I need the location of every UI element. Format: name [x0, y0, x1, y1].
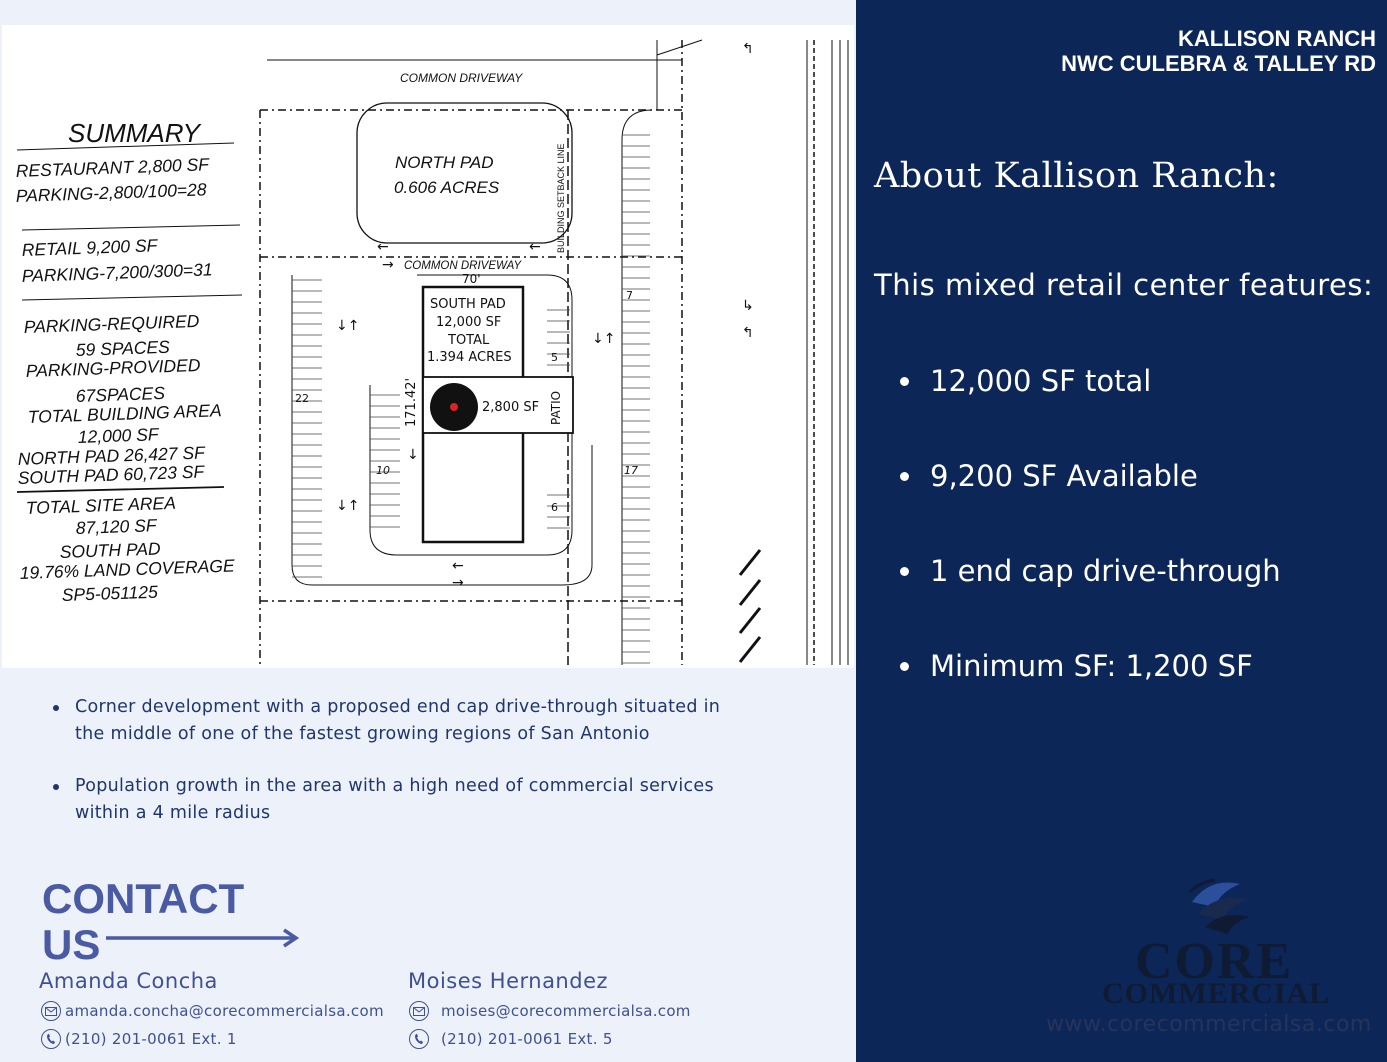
north-pad-label: NORTH PAD	[395, 153, 494, 172]
restaurant-sf: 2,800 SF	[482, 400, 540, 415]
bullet-icon	[900, 567, 909, 576]
summary-line: PARKING-PROVIDED	[25, 354, 201, 381]
svg-text:↰: ↰	[742, 41, 754, 57]
highlight-item	[50, 773, 755, 827]
bullet-icon	[900, 662, 909, 671]
feature-item	[900, 548, 1281, 643]
stall-count-7: 7	[626, 289, 633, 302]
logo-word-core: CORE	[1135, 933, 1294, 990]
bullet-icon	[53, 705, 59, 711]
north-pad-acres: 0.606 ACRES	[394, 178, 500, 197]
svg-text:↓↑: ↓↑	[336, 498, 360, 514]
summary-line: SOUTH PAD	[59, 538, 161, 562]
svg-text:←: ←	[529, 239, 541, 255]
width-label: 70'	[462, 272, 481, 286]
property-location: NWC CULEBRA & TALLEY RD	[1061, 51, 1376, 76]
arrow-right-icon	[106, 928, 301, 948]
highlight-text: Corner development with a proposed end cap drive-through situated in the middle of one of the fastest growing regions of San Antonio	[75, 697, 721, 744]
summary-line: 59 SPACES	[75, 336, 171, 360]
stall-count-6: 6	[551, 501, 558, 514]
email-icon	[409, 1001, 429, 1021]
agent-phone-row-2[interactable]	[409, 1029, 613, 1049]
setback-label: BUILDING SETBACK LINE	[556, 143, 566, 253]
feature-item	[900, 643, 1281, 738]
property-title	[1061, 26, 1376, 76]
south-pad-acres: 1.394 ACRES	[427, 350, 512, 365]
feature-text: 9,200 SF Available	[930, 459, 1198, 493]
feature-text: 1 end cap drive-through	[930, 554, 1281, 588]
svg-text:↰: ↰	[742, 325, 754, 341]
agent-name-2: Moises Hernandez	[408, 969, 609, 993]
summary-line: 19.76% LAND COVERAGE	[19, 555, 235, 583]
agent-email-2[interactable]: moises@corecommercialsa.com	[441, 1002, 691, 1020]
agent-email-row-1[interactable]	[41, 1001, 384, 1021]
bullet-icon	[900, 377, 909, 386]
bullet-icon	[53, 784, 59, 790]
about-intro: This mixed retail center features:	[874, 268, 1374, 302]
phone-icon	[41, 1029, 61, 1049]
summary-line: 12,000 SF	[77, 424, 159, 447]
feature-text: Minimum SF: 1,200 SF	[930, 649, 1253, 683]
summary-line: PARKING-7,200/300=31	[21, 259, 213, 286]
agent-phone-row-1[interactable]	[41, 1029, 237, 1049]
summary-line: SOUTH PAD 60,723 SF	[17, 461, 205, 488]
svg-text:←: ←	[377, 239, 389, 255]
feature-text: 12,000 SF total	[930, 364, 1152, 398]
south-pad-total: TOTAL	[448, 333, 490, 348]
agent-email-1[interactable]: amanda.concha@corecommercialsa.com	[65, 1002, 384, 1020]
site-plan-drawing	[2, 25, 854, 668]
phone-icon	[409, 1029, 429, 1049]
agent-name-1: Amanda Concha	[39, 969, 218, 993]
highlight-item	[50, 694, 755, 748]
company-logo	[1040, 870, 1387, 1050]
summary-line: TOTAL SITE AREA	[25, 492, 177, 518]
svg-text:↓↑: ↓↑	[592, 331, 616, 347]
summary-line: TOTAL BUILDING AREA	[27, 400, 222, 427]
common-driveway-top: COMMON DRIVEWAY	[400, 71, 523, 85]
feature-item	[900, 358, 1281, 453]
svg-text:↳: ↳	[742, 298, 754, 314]
email-icon	[41, 1001, 61, 1021]
svg-text:→: →	[382, 257, 394, 273]
highlights-list	[50, 694, 755, 852]
about-heading: About Kallison Ranch:	[874, 156, 1279, 196]
summary-line: 67SPACES	[75, 382, 166, 406]
summary-title: SUMMARY	[68, 118, 200, 148]
svg-text:↓: ↓	[407, 447, 419, 463]
contact-title-line1: CONTACT	[42, 875, 245, 922]
svg-text:→: →	[452, 575, 464, 591]
logo-word-commercial: COMMERCIAL	[1102, 977, 1331, 1010]
site-plan	[2, 25, 854, 668]
agent-phone-1[interactable]: (210) 201-0061 Ext. 1	[65, 1030, 237, 1048]
summary-line: RETAIL 9,200 SF	[21, 235, 158, 260]
stall-count-22: 22	[295, 392, 309, 405]
feature-item	[900, 453, 1281, 548]
contact-title-line2: US	[42, 921, 101, 968]
svg-text:←: ←	[452, 558, 464, 574]
south-pad-label: SOUTH PAD	[430, 297, 506, 312]
agent-email-row-2[interactable]	[409, 1001, 691, 1021]
svg-text:↓↑: ↓↑	[336, 318, 360, 334]
summary-line: 87,120 SF	[75, 515, 157, 538]
summary-line: NORTH PAD 26,427 SF	[17, 442, 206, 469]
features-list	[900, 358, 1281, 738]
patio-label: PATIO	[549, 390, 563, 425]
south-pad-sf: 12,000 SF	[436, 315, 502, 330]
depth-label: 171.42'	[404, 377, 419, 427]
summary-line: SP5-051125	[61, 581, 159, 605]
summary-line: PARKING-2,800/100=28	[15, 179, 207, 206]
common-driveway-mid: COMMON DRIVEWAY	[404, 260, 522, 272]
highlight-text: Population growth in the area with a high need of commercial services within a 4 mile radius	[75, 776, 714, 823]
bullet-icon	[900, 472, 909, 481]
website-url[interactable]: www.corecommercialsa.com	[1046, 1012, 1372, 1037]
property-name: KALLISON RANCH	[1178, 26, 1376, 51]
summary-line: PARKING-REQUIRED	[23, 310, 200, 337]
contact-title	[42, 876, 244, 968]
stall-count-17: 17	[624, 464, 638, 477]
stall-count-5: 5	[551, 351, 558, 364]
stall-count-10: 10	[376, 464, 390, 477]
summary-line: RESTAURANT 2,800 SF	[15, 154, 210, 181]
agent-phone-2[interactable]: (210) 201-0061 Ext. 5	[441, 1030, 613, 1048]
